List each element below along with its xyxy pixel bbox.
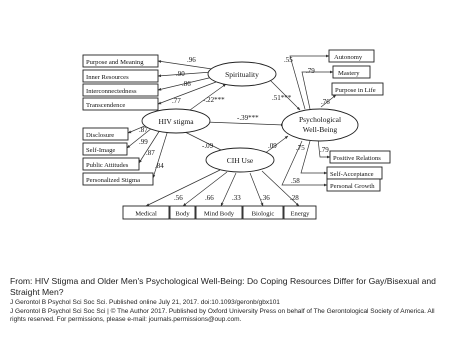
indicator-personal-growth: Personal Growth	[330, 183, 375, 190]
indicator-energy: Energy	[290, 210, 310, 218]
indicator-public-attitudes: Public Attitudes	[86, 162, 129, 169]
caption-copyright: J Gerontol B Psychol Sci Soc Sci | © The Author 2017. Published by Oxford University Press on behalf of The Gerontological Society of America. All rights reserved. For permissions, please e-mail: journals.permissions@oup.com.	[10, 308, 435, 323]
coef-cih-to-wellbeing: .09	[268, 142, 277, 150]
loading-inner-resources: .90	[176, 70, 185, 78]
indicator-medical: Medical	[135, 210, 157, 218]
loading-body: .66	[205, 194, 214, 202]
coef-stigma-to-wellbeing: -.39***	[237, 114, 259, 122]
indicators-cih-use	[123, 206, 316, 219]
indicator-self-image: Self-Image	[86, 147, 116, 154]
coef-stigma-to-cih: -.09	[202, 142, 214, 150]
loading-energy: .28	[290, 194, 299, 202]
indicator-mind-body: Mind Body	[203, 210, 235, 218]
loading-mastery: .79	[306, 67, 315, 75]
latent-label-cih-use: CIH Use	[226, 156, 254, 165]
indicator-autonomy: Autonomy	[334, 54, 363, 61]
loading-disclosure: .87	[139, 126, 148, 134]
indicator-mastery: Mastery	[338, 70, 360, 77]
indicator-purpose-and-meaning: Purpose and Meaning	[86, 59, 144, 66]
latent-label-psych-2: Well-Being	[302, 125, 338, 134]
loading-personalized-stigma: .84	[155, 162, 164, 170]
indicator-self-acceptance: Self-Acceptance	[330, 171, 374, 178]
latent-cih-use	[206, 148, 274, 172]
indicator-biologic: Biologic	[251, 210, 275, 218]
latent-label-hiv-stigma: HIV stigma	[158, 117, 194, 126]
latent-label-spirituality: Spirituality	[225, 70, 259, 79]
indicator-disclosure: Disclosure	[86, 132, 115, 139]
indicators-spirituality	[83, 55, 158, 110]
latent-spirituality	[208, 62, 276, 86]
loading-transcendence: .77	[172, 97, 181, 105]
loading-autonomy: .55	[284, 56, 293, 64]
loading-purpose-and-meaning: .96	[187, 56, 196, 64]
indicator-purpose-in-life: Purpose in Life	[335, 87, 376, 94]
indicator-inner-resources: Inner Resources	[86, 74, 129, 81]
loading-purpose-in-life: .76	[321, 98, 330, 106]
indicator-personalized-stigma: Personalized Stigma	[86, 177, 141, 184]
latent-psychological-well-being	[282, 109, 358, 141]
indicator-positive-relations: Positive Relations	[333, 155, 381, 162]
loading-biologic: .36	[261, 194, 270, 202]
caption-title: From: HIV Stigma and Older Men's Psychological Well-Being: Do Coping Resources Differ for Gay/Bisexual and Straight Men?	[10, 276, 436, 297]
coef-spirituality-to-wellbeing: .51***	[272, 94, 292, 102]
loading-personal-growth: .58	[291, 177, 300, 185]
latent-hiv-stigma	[142, 109, 210, 133]
indicator-interconnectedness: Interconnectedness	[86, 88, 137, 95]
latent-label-psych-1: Psychological	[298, 115, 342, 124]
loading-interconnectedness: .86	[182, 80, 191, 88]
indicators-hiv-stigma	[83, 128, 153, 185]
indicator-transcendence: Transcendence	[86, 102, 126, 109]
loading-self-image: .99	[139, 138, 148, 146]
indicator-body: Body	[175, 210, 190, 218]
path-coefficients	[202, 94, 292, 150]
loading-mind-body: .33	[232, 194, 241, 202]
loading-self-acceptance: .79	[320, 146, 329, 154]
caption-citation: J Gerontol B Psychol Sci Soc Sci. Published online July 21, 2017. doi:10.1093/geronb/gbx101	[10, 299, 280, 306]
coef-stigma-to-spirituality: -.22***	[203, 96, 225, 104]
loading-positive-relations: .75	[296, 144, 305, 152]
loading-public-attitudes: .87	[146, 149, 155, 157]
loading-medical: .56	[174, 194, 183, 202]
